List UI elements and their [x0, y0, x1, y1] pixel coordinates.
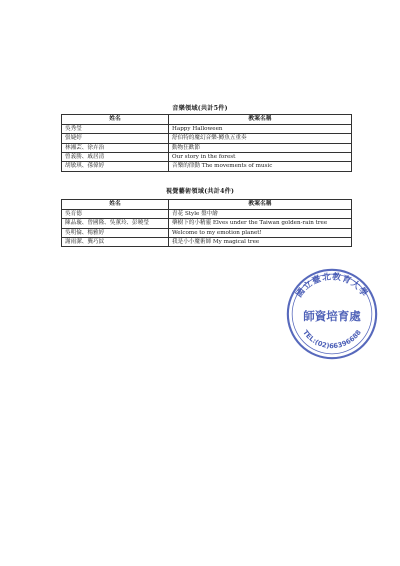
visual-table	[61, 199, 352, 247]
name-cell: 曾義勝、戚居清	[62, 152, 169, 161]
table-header-row	[62, 115, 352, 125]
name-cell: 吳育德	[62, 209, 169, 218]
plan-cell: 我是小小魔術師 My magical tree	[169, 237, 352, 246]
table-header-row	[62, 200, 352, 210]
plan-cell: 青花 Style 盤中繪	[169, 209, 352, 218]
plan-cell: 音樂的律動 The movements of music	[169, 162, 352, 171]
table-row	[62, 152, 352, 161]
table-row	[62, 143, 352, 152]
official-seal-stamp	[284, 266, 380, 362]
seal-phone-text: TEL:(02)66396688	[301, 328, 363, 351]
table-row	[62, 124, 352, 133]
name-cell: 吳明倫、楊雅婷	[62, 228, 169, 237]
table-row	[62, 134, 352, 143]
plan-cell: Welcome to my emotion planet!	[169, 228, 352, 237]
plan-header: 教案名稱	[169, 115, 352, 125]
visual-section-title: 視覺藝術領域(共計4件)	[165, 188, 235, 195]
seal-outer-text: 國立臺北教育大學	[294, 272, 370, 300]
plan-header: 教案名稱	[169, 200, 352, 210]
plan-cell: Our story in the forest	[169, 152, 352, 161]
plan-cell: 藥樹下的小精靈 Elves under the Taiwan golden-rain tree	[169, 219, 352, 228]
name-cell: 陳品璇、曾國隆、吳薰玲、彭曉瑩	[62, 219, 169, 228]
table-row	[62, 228, 352, 237]
music-section-title: 音樂領域(共計5件)	[172, 105, 228, 112]
plan-cell: 舒伯特的魔幻音樂-鱒魚五重奏	[169, 134, 352, 143]
name-cell: 胡敏琪、孫偉婷	[62, 162, 169, 171]
name-cell: 林湘芸、徐卉治	[62, 143, 169, 152]
table-row	[62, 162, 352, 171]
name-cell: 謝雨潔、龔巧紋	[62, 237, 169, 246]
name-header: 姓名	[62, 115, 169, 125]
plan-cell: 動物狂歡節	[169, 143, 352, 152]
table-row	[62, 237, 352, 246]
music-table	[61, 114, 352, 172]
table-row	[62, 219, 352, 228]
name-cell: 張婕婷	[62, 134, 169, 143]
plan-cell: Happy Halloween	[169, 124, 352, 133]
name-header: 姓名	[62, 200, 169, 210]
name-cell: 吳秀瑩	[62, 124, 169, 133]
svg-text:國立臺北教育大學	[293, 270, 371, 299]
seal-center-text: 師資培育處	[303, 308, 361, 323]
table-row	[62, 209, 352, 218]
